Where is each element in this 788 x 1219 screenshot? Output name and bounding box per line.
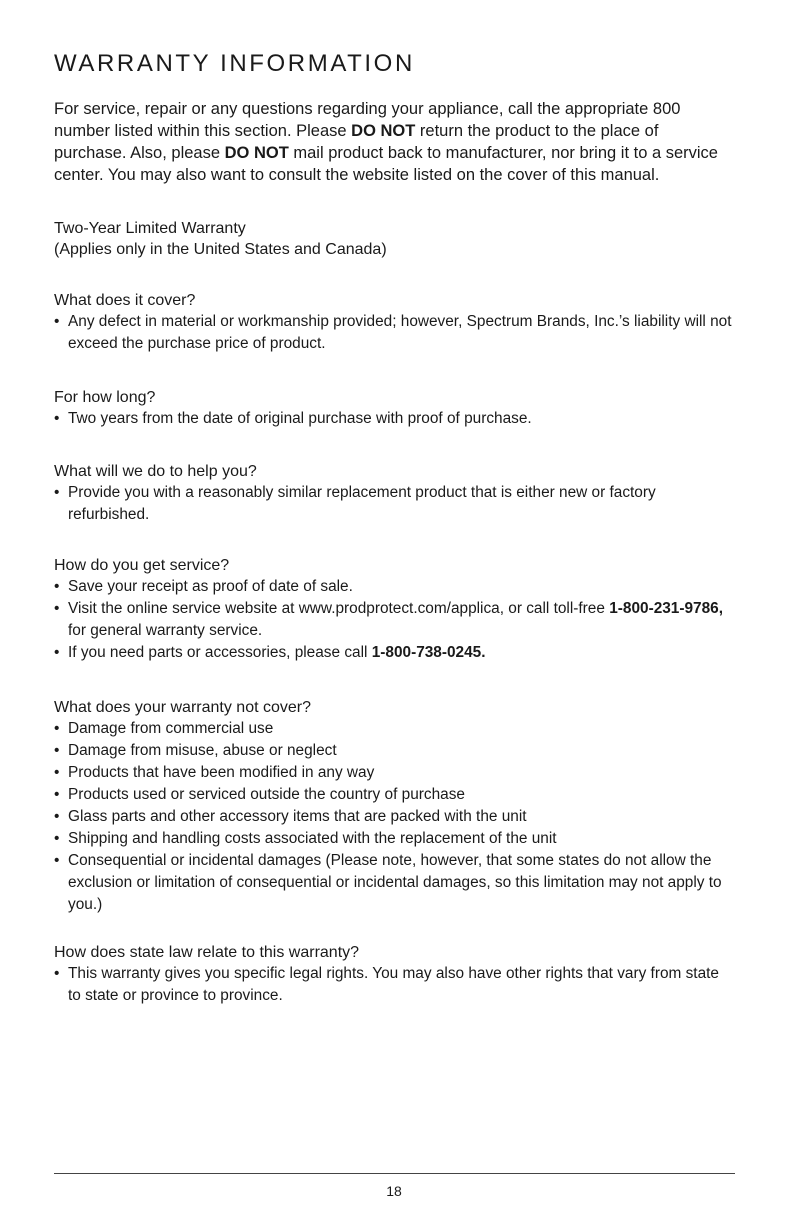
section-duration — [54, 387, 735, 430]
list-item: • This warranty gives you specific legal rights. You may also have other rights that vary from state to state or province to province. — [54, 963, 735, 1007]
list-item: • Provide you with a reasonably similar replacement product that is either new or factory refurbished. — [54, 482, 735, 526]
list-item: • Shipping and handling costs associated with the replacement of the unit — [54, 828, 735, 850]
intro-emphasis-1: DO NOT — [351, 122, 416, 140]
section-heading: How do you get service? — [54, 557, 230, 574]
section-heading: What does it cover? — [54, 292, 196, 309]
list-item: • Two years from the date of original purchase with proof of purchase. — [54, 408, 735, 430]
section-heading: What will we do to help you? — [54, 463, 257, 480]
bullet-list — [54, 963, 735, 1007]
intro-paragraph — [54, 98, 735, 186]
section-heading: What does your warranty not cover? — [54, 699, 312, 716]
intro-text-1: For service, repair or any questions regarding your appliance, call the appropriate 800 number listed within this section. Please — [54, 100, 681, 140]
section-exclusions — [54, 697, 735, 916]
bullet-list — [54, 311, 735, 355]
list-item: • Products that have been modified in any way — [54, 762, 735, 784]
list-item — [54, 598, 735, 642]
list-item — [54, 642, 735, 664]
footer-divider — [54, 1173, 735, 1174]
parts-text: If you need parts or accessories, please call — [68, 644, 372, 661]
list-item: • Save your receipt as proof of date of sale. — [54, 576, 735, 598]
list-item: • Consequential or incidental damages (Please note, however, that some states do not allow the exclusion or limitation of consequential or incidental damages, so this limitation may not apply to you.) — [54, 850, 735, 916]
intro-text-3: mail product back to manufacturer, nor bring it to a service center. You may also want to consult the website listed on the cover of this manual. — [54, 144, 718, 184]
bullet-list — [54, 482, 735, 526]
service-website-text: Visit the online service website at www.prodprotect.com/applica, or call toll-free — [68, 600, 610, 617]
list-item: • Any defect in material or workmanship provided; however, Spectrum Brands, Inc.’s liability will not exceed the purchase price of product. — [54, 311, 735, 355]
section-service — [54, 555, 735, 664]
service-phone-number: 1-800-231-9786, — [609, 600, 724, 617]
section-heading: How does state law relate to this warranty? — [54, 944, 360, 961]
page-title: WARRANTY INFORMATION — [54, 50, 415, 77]
bullet-list — [54, 718, 735, 916]
warranty-title — [54, 218, 387, 260]
section-coverage — [54, 290, 735, 355]
section-help — [54, 461, 735, 526]
section-state-law — [54, 942, 735, 1007]
intro-text-2: return the product to the place of purchase. Also, please — [54, 122, 659, 162]
service-text-tail: for general warranty service. — [68, 622, 263, 639]
list-item: • Damage from misuse, abuse or neglect — [54, 740, 735, 762]
warranty-title-line1: Two-Year Limited Warranty — [54, 220, 246, 237]
bullet-list — [54, 576, 735, 664]
section-heading: For how long? — [54, 389, 156, 406]
list-item: • Glass parts and other accessory items that are packed with the unit — [54, 806, 735, 828]
parts-phone-number: 1-800-738-0245. — [371, 644, 486, 661]
page-number: 18 — [386, 1183, 402, 1199]
list-item: • Damage from commercial use — [54, 718, 735, 740]
bullet-list — [54, 408, 735, 430]
intro-emphasis-2: DO NOT — [224, 144, 289, 162]
list-item: • Products used or serviced outside the country of purchase — [54, 784, 735, 806]
warranty-title-line2: (Applies only in the United States and Canada) — [54, 241, 387, 258]
